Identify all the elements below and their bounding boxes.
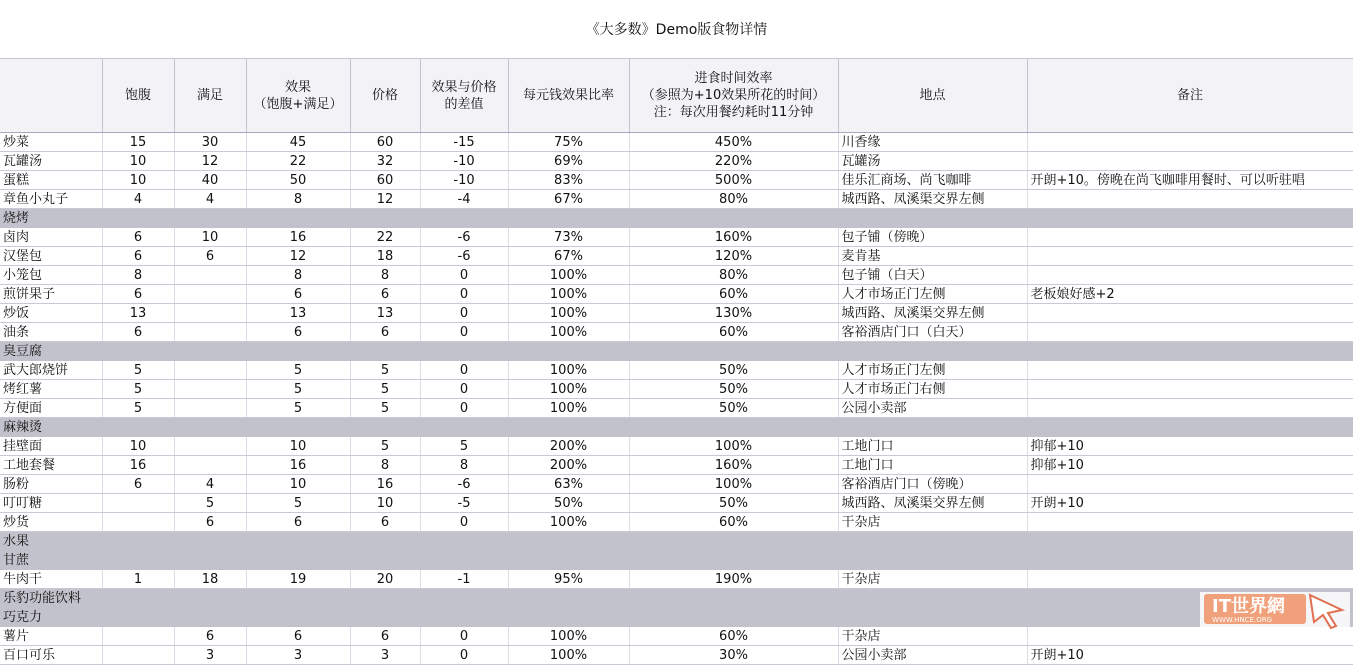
header-effect-line1: 效果 bbox=[284, 79, 311, 95]
cell-name: 炒菜 bbox=[0, 133, 102, 152]
cell-location: 瓦罐汤 bbox=[838, 152, 1027, 171]
table-row bbox=[0, 133, 1353, 152]
cell-effect: 19 bbox=[246, 570, 350, 589]
cell-price: 6 bbox=[350, 513, 420, 532]
cell-note bbox=[1027, 475, 1353, 494]
cell-effect: 6 bbox=[246, 323, 350, 342]
cell-location: 干杂店 bbox=[838, 570, 1027, 589]
cell-diff: -6 bbox=[420, 228, 508, 247]
cell-ratio: 100% bbox=[508, 323, 629, 342]
cell-ratio: 95% bbox=[508, 570, 629, 589]
cell-satisfaction bbox=[174, 361, 246, 380]
cell-satiety: 6 bbox=[102, 228, 174, 247]
header-satisfaction: 满足 bbox=[174, 59, 246, 133]
cell-price: 22 bbox=[350, 228, 420, 247]
cell-ratio: 100% bbox=[508, 361, 629, 380]
cell-effect: 5 bbox=[246, 361, 350, 380]
header-effect-line2: （饱腹+满足） bbox=[253, 96, 343, 112]
cell-time: 160% bbox=[629, 456, 838, 475]
cell-note: 开朗+10。傍晚在尚飞咖啡用餐时、可以听驻唱 bbox=[1027, 171, 1353, 190]
cell-time: 220% bbox=[629, 152, 838, 171]
cell-diff: -15 bbox=[420, 133, 508, 152]
header-price: 价格 bbox=[350, 59, 420, 133]
cell-effect: 5 bbox=[246, 380, 350, 399]
cell-note bbox=[1027, 304, 1353, 323]
cell-location: 公园小卖部 bbox=[838, 646, 1027, 665]
header-time-line3: 注：每次用餐约耗时11分钟 bbox=[653, 105, 814, 120]
cell-time: 50% bbox=[629, 361, 838, 380]
cell-location: 客裕酒店门口（傍晚） bbox=[838, 475, 1027, 494]
cell-satisfaction: 40 bbox=[174, 171, 246, 190]
cell-ratio: 63% bbox=[508, 475, 629, 494]
cell-time: 100% bbox=[629, 437, 838, 456]
table-row bbox=[0, 456, 1353, 475]
cell-name: 武大郎烧饼 bbox=[0, 361, 102, 380]
header-diff-line2: 的差值 bbox=[444, 96, 484, 112]
cell-satisfaction: 4 bbox=[174, 475, 246, 494]
cell-ratio: 100% bbox=[508, 380, 629, 399]
cell-name: 瓦罐汤 bbox=[0, 152, 102, 171]
category-row bbox=[0, 589, 1353, 608]
cell-ratio: 50% bbox=[508, 494, 629, 513]
cell-effect: 13 bbox=[246, 304, 350, 323]
cell-satisfaction: 12 bbox=[174, 152, 246, 171]
cell-effect: 6 bbox=[246, 513, 350, 532]
cell-price: 6 bbox=[350, 323, 420, 342]
cell-name: 牛肉干 bbox=[0, 570, 102, 589]
cell-price: 12 bbox=[350, 190, 420, 209]
table-row bbox=[0, 475, 1353, 494]
category-label: 烧烤 bbox=[0, 209, 1353, 228]
cell-name: 油条 bbox=[0, 323, 102, 342]
cell-ratio: 69% bbox=[508, 152, 629, 171]
cell-note bbox=[1027, 361, 1353, 380]
cell-time: 60% bbox=[629, 285, 838, 304]
cell-location: 干杂店 bbox=[838, 513, 1027, 532]
table-row bbox=[0, 266, 1353, 285]
cell-effect: 3 bbox=[246, 646, 350, 665]
cell-time: 120% bbox=[629, 247, 838, 266]
cell-location: 人才市场正门左侧 bbox=[838, 361, 1027, 380]
cell-ratio: 73% bbox=[508, 228, 629, 247]
cell-location: 干杂店 bbox=[838, 627, 1027, 646]
cell-location: 佳乐汇商场、尚飞咖啡 bbox=[838, 171, 1027, 190]
cell-name: 方便面 bbox=[0, 399, 102, 418]
header-time-line1: 进食时间效率 bbox=[694, 71, 773, 86]
cell-effect: 8 bbox=[246, 266, 350, 285]
cell-diff: -1 bbox=[420, 570, 508, 589]
cell-diff: 0 bbox=[420, 266, 508, 285]
cell-time: 450% bbox=[629, 133, 838, 152]
table-row bbox=[0, 190, 1353, 209]
cell-satiety: 8 bbox=[102, 266, 174, 285]
cell-satisfaction: 30 bbox=[174, 133, 246, 152]
cell-price: 8 bbox=[350, 266, 420, 285]
cell-ratio: 100% bbox=[508, 399, 629, 418]
cell-price: 60 bbox=[350, 171, 420, 190]
cell-price: 16 bbox=[350, 475, 420, 494]
header-location: 地点 bbox=[838, 59, 1027, 133]
cell-note: 抑郁+10 bbox=[1027, 456, 1353, 475]
category-label: 水果 bbox=[0, 532, 1353, 551]
watermark-text: IT世界網 bbox=[1212, 596, 1285, 617]
cell-price: 5 bbox=[350, 399, 420, 418]
header-satiety: 饱腹 bbox=[102, 59, 174, 133]
cell-diff: -6 bbox=[420, 247, 508, 266]
header-note: 备注 bbox=[1027, 59, 1353, 133]
cell-time: 80% bbox=[629, 266, 838, 285]
cell-satiety: 10 bbox=[102, 171, 174, 190]
cell-location: 城西路、凤溪渠交界左侧 bbox=[838, 190, 1027, 209]
cell-satiety: 15 bbox=[102, 133, 174, 152]
table-row bbox=[0, 513, 1353, 532]
category-label: 巧克力 bbox=[0, 608, 1353, 627]
cell-ratio: 100% bbox=[508, 646, 629, 665]
cell-satiety: 6 bbox=[102, 475, 174, 494]
category-label: 臭豆腐 bbox=[0, 342, 1353, 361]
header-time bbox=[629, 59, 838, 133]
cell-name: 汉堡包 bbox=[0, 247, 102, 266]
table-body bbox=[0, 133, 1353, 665]
cell-satiety bbox=[102, 646, 174, 665]
cell-price: 60 bbox=[350, 133, 420, 152]
table-row bbox=[0, 228, 1353, 247]
cell-effect: 5 bbox=[246, 494, 350, 513]
cell-location: 城西路、凤溪渠交界左侧 bbox=[838, 494, 1027, 513]
cell-price: 13 bbox=[350, 304, 420, 323]
cell-name: 章鱼小丸子 bbox=[0, 190, 102, 209]
header-diff bbox=[420, 59, 508, 133]
cell-satiety: 5 bbox=[102, 399, 174, 418]
cell-satisfaction: 3 bbox=[174, 646, 246, 665]
cell-effect: 10 bbox=[246, 475, 350, 494]
table-row bbox=[0, 247, 1353, 266]
cell-note bbox=[1027, 228, 1353, 247]
cell-price: 10 bbox=[350, 494, 420, 513]
cell-satiety: 10 bbox=[102, 152, 174, 171]
table-row bbox=[0, 304, 1353, 323]
cell-satisfaction bbox=[174, 304, 246, 323]
table-header-row bbox=[0, 59, 1353, 133]
cell-effect: 8 bbox=[246, 190, 350, 209]
cell-ratio: 75% bbox=[508, 133, 629, 152]
cell-name: 烤红薯 bbox=[0, 380, 102, 399]
cell-location: 人才市场正门右侧 bbox=[838, 380, 1027, 399]
table-row bbox=[0, 399, 1353, 418]
cell-satiety: 6 bbox=[102, 323, 174, 342]
cell-location: 公园小卖部 bbox=[838, 399, 1027, 418]
table-row bbox=[0, 380, 1353, 399]
cell-time: 160% bbox=[629, 228, 838, 247]
cell-diff: 0 bbox=[420, 399, 508, 418]
cell-satisfaction bbox=[174, 437, 246, 456]
category-label: 麻辣烫 bbox=[0, 418, 1353, 437]
cell-diff: 0 bbox=[420, 361, 508, 380]
cell-location: 工地门口 bbox=[838, 456, 1027, 475]
cell-diff: 0 bbox=[420, 323, 508, 342]
cell-effect: 22 bbox=[246, 152, 350, 171]
cell-price: 5 bbox=[350, 380, 420, 399]
table-row bbox=[0, 285, 1353, 304]
cell-satiety bbox=[102, 494, 174, 513]
cell-satisfaction bbox=[174, 285, 246, 304]
cell-ratio: 200% bbox=[508, 437, 629, 456]
cell-diff: 0 bbox=[420, 646, 508, 665]
cell-note: 抑郁+10 bbox=[1027, 437, 1353, 456]
header-ratio: 每元钱效果比率 bbox=[508, 59, 629, 133]
cell-effect: 6 bbox=[246, 627, 350, 646]
food-table bbox=[0, 58, 1353, 665]
cell-note: 开朗+10 bbox=[1027, 646, 1353, 665]
category-row bbox=[0, 209, 1353, 228]
cell-location: 客裕酒店门口（白天） bbox=[838, 323, 1027, 342]
cell-name: 薯片 bbox=[0, 627, 102, 646]
cell-ratio: 100% bbox=[508, 266, 629, 285]
cell-price: 5 bbox=[350, 361, 420, 380]
cell-diff: 0 bbox=[420, 513, 508, 532]
category-row bbox=[0, 551, 1353, 570]
cell-note bbox=[1027, 323, 1353, 342]
cell-ratio: 200% bbox=[508, 456, 629, 475]
cell-ratio: 67% bbox=[508, 190, 629, 209]
cell-satiety: 1 bbox=[102, 570, 174, 589]
cell-time: 80% bbox=[629, 190, 838, 209]
cell-satisfaction: 6 bbox=[174, 513, 246, 532]
cell-name: 煎饼果子 bbox=[0, 285, 102, 304]
cell-satiety: 13 bbox=[102, 304, 174, 323]
cell-time: 190% bbox=[629, 570, 838, 589]
cell-ratio: 83% bbox=[508, 171, 629, 190]
cell-effect: 50 bbox=[246, 171, 350, 190]
cell-price: 8 bbox=[350, 456, 420, 475]
category-label: 甘蔗 bbox=[0, 551, 1353, 570]
cell-note bbox=[1027, 152, 1353, 171]
cell-diff: 5 bbox=[420, 437, 508, 456]
watermark-logo bbox=[1204, 594, 1306, 624]
cell-note bbox=[1027, 247, 1353, 266]
cell-price: 20 bbox=[350, 570, 420, 589]
cell-effect: 12 bbox=[246, 247, 350, 266]
cell-ratio: 100% bbox=[508, 285, 629, 304]
cell-note bbox=[1027, 266, 1353, 285]
watermark-url: WWW.HNCE.ORG bbox=[1212, 616, 1273, 624]
cell-price: 3 bbox=[350, 646, 420, 665]
cell-satisfaction: 5 bbox=[174, 494, 246, 513]
cell-satiety: 10 bbox=[102, 437, 174, 456]
cell-time: 50% bbox=[629, 399, 838, 418]
cell-time: 60% bbox=[629, 323, 838, 342]
cell-note bbox=[1027, 190, 1353, 209]
cell-ratio: 100% bbox=[508, 627, 629, 646]
cell-diff: -10 bbox=[420, 171, 508, 190]
cell-diff: -6 bbox=[420, 475, 508, 494]
cell-name: 蛋糕 bbox=[0, 171, 102, 190]
category-label: 乐豹功能饮料 bbox=[0, 589, 1353, 608]
cell-satiety: 5 bbox=[102, 361, 174, 380]
table-row bbox=[0, 646, 1353, 665]
cell-location: 麦肯基 bbox=[838, 247, 1027, 266]
cell-effect: 16 bbox=[246, 456, 350, 475]
cell-time: 60% bbox=[629, 513, 838, 532]
cell-diff: -5 bbox=[420, 494, 508, 513]
cell-satisfaction: 10 bbox=[174, 228, 246, 247]
cell-note bbox=[1027, 513, 1353, 532]
cell-price: 6 bbox=[350, 285, 420, 304]
cell-ratio: 100% bbox=[508, 513, 629, 532]
cell-time: 50% bbox=[629, 380, 838, 399]
header-time-line2: （参照为+10效果所花的时间） bbox=[641, 88, 826, 103]
cell-time: 50% bbox=[629, 494, 838, 513]
category-row bbox=[0, 342, 1353, 361]
cell-location: 包子铺（白天） bbox=[838, 266, 1027, 285]
cell-time: 130% bbox=[629, 304, 838, 323]
cell-effect: 16 bbox=[246, 228, 350, 247]
watermark bbox=[1200, 592, 1350, 632]
cell-satiety: 6 bbox=[102, 285, 174, 304]
category-row bbox=[0, 608, 1353, 627]
category-row bbox=[0, 532, 1353, 551]
cell-name: 炒货 bbox=[0, 513, 102, 532]
cursor-icon bbox=[1306, 592, 1346, 630]
cell-diff: 0 bbox=[420, 304, 508, 323]
table-row bbox=[0, 570, 1353, 589]
cell-satiety: 16 bbox=[102, 456, 174, 475]
cell-satiety bbox=[102, 513, 174, 532]
cell-price: 5 bbox=[350, 437, 420, 456]
cell-price: 18 bbox=[350, 247, 420, 266]
cell-note: 开朗+10 bbox=[1027, 494, 1353, 513]
cell-note: 老板娘好感+2 bbox=[1027, 285, 1353, 304]
cell-price: 6 bbox=[350, 627, 420, 646]
cell-note bbox=[1027, 570, 1353, 589]
cell-satisfaction: 4 bbox=[174, 190, 246, 209]
cell-name: 百口可乐 bbox=[0, 646, 102, 665]
cell-name: 挂壁面 bbox=[0, 437, 102, 456]
table-row bbox=[0, 494, 1353, 513]
cell-satisfaction: 6 bbox=[174, 627, 246, 646]
cell-satisfaction: 6 bbox=[174, 247, 246, 266]
cell-name: 叮叮糖 bbox=[0, 494, 102, 513]
cell-ratio: 100% bbox=[508, 304, 629, 323]
cell-location: 城西路、凤溪渠交界左侧 bbox=[838, 304, 1027, 323]
table-row bbox=[0, 627, 1353, 646]
page-title: 《大多数》Demo版食物详情 bbox=[585, 22, 768, 38]
header-name bbox=[0, 59, 102, 133]
cell-diff: 0 bbox=[420, 627, 508, 646]
cell-diff: 0 bbox=[420, 285, 508, 304]
cell-time: 100% bbox=[629, 475, 838, 494]
cell-satisfaction: 18 bbox=[174, 570, 246, 589]
cell-location: 川香缘 bbox=[838, 133, 1027, 152]
cell-location: 工地门口 bbox=[838, 437, 1027, 456]
cell-time: 500% bbox=[629, 171, 838, 190]
cell-location: 包子铺（傍晚） bbox=[838, 228, 1027, 247]
cell-name: 卤肉 bbox=[0, 228, 102, 247]
cell-diff: -10 bbox=[420, 152, 508, 171]
cell-effect: 6 bbox=[246, 285, 350, 304]
cell-name: 工地套餐 bbox=[0, 456, 102, 475]
header-effect bbox=[246, 59, 350, 133]
table-row bbox=[0, 323, 1353, 342]
cell-diff: 0 bbox=[420, 380, 508, 399]
cell-ratio: 67% bbox=[508, 247, 629, 266]
cell-note bbox=[1027, 133, 1353, 152]
header-diff-line1: 效果与价格 bbox=[431, 79, 497, 95]
cell-diff: -4 bbox=[420, 190, 508, 209]
cell-satisfaction bbox=[174, 380, 246, 399]
cell-satisfaction bbox=[174, 456, 246, 475]
cell-satisfaction bbox=[174, 266, 246, 285]
category-row bbox=[0, 418, 1353, 437]
cell-satiety: 4 bbox=[102, 190, 174, 209]
table-row bbox=[0, 437, 1353, 456]
cell-price: 32 bbox=[350, 152, 420, 171]
cell-name: 肠粉 bbox=[0, 475, 102, 494]
cell-satisfaction bbox=[174, 323, 246, 342]
cell-name: 小笼包 bbox=[0, 266, 102, 285]
cell-note bbox=[1027, 380, 1353, 399]
cell-satiety: 5 bbox=[102, 380, 174, 399]
cell-satiety bbox=[102, 627, 174, 646]
cell-name: 炒饭 bbox=[0, 304, 102, 323]
table-row bbox=[0, 152, 1353, 171]
cell-effect: 10 bbox=[246, 437, 350, 456]
cell-diff: 8 bbox=[420, 456, 508, 475]
cell-satisfaction bbox=[174, 399, 246, 418]
table-row bbox=[0, 171, 1353, 190]
cell-effect: 45 bbox=[246, 133, 350, 152]
cell-effect: 5 bbox=[246, 399, 350, 418]
cell-note bbox=[1027, 399, 1353, 418]
cell-location: 人才市场正门左侧 bbox=[838, 285, 1027, 304]
table-row bbox=[0, 361, 1353, 380]
cell-satiety: 6 bbox=[102, 247, 174, 266]
cell-time: 60% bbox=[629, 627, 838, 646]
cell-time: 30% bbox=[629, 646, 838, 665]
